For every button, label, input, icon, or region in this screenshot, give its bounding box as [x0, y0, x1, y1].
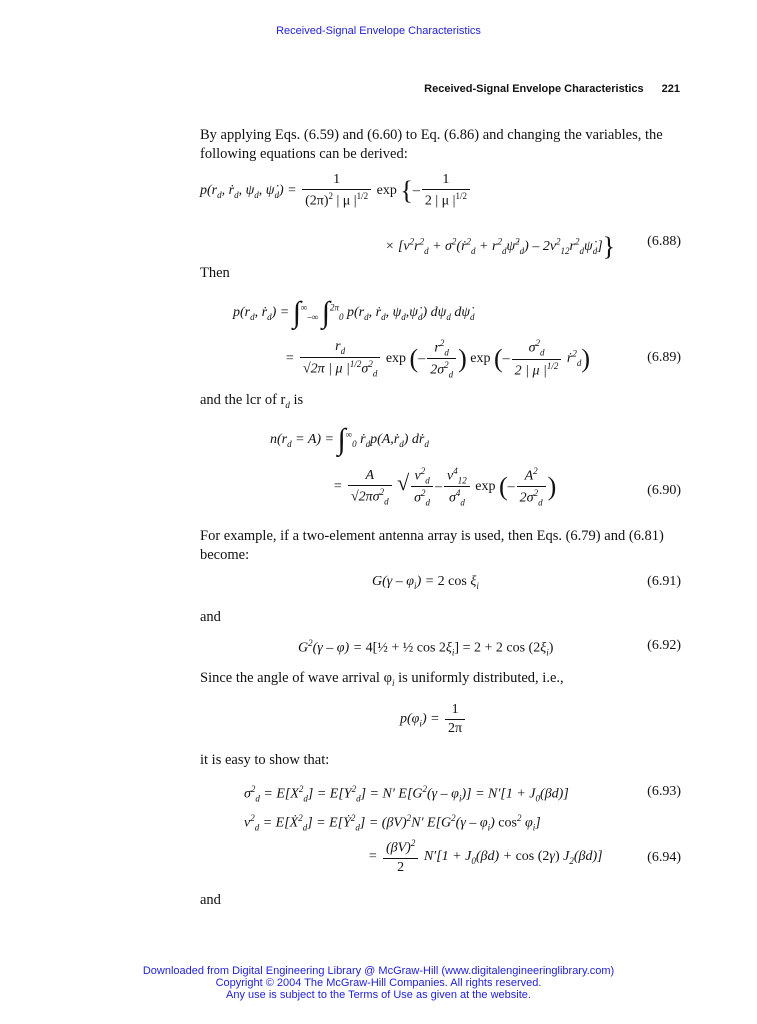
lcr-tail: is [289, 392, 304, 408]
running-head-title: Received-Signal Envelope Characteristics [424, 83, 644, 95]
paragraph-intro: By applying Eqs. (6.59) and (6.60) to Eq. (6.86) and changing the variables, the following equations can be derived: [200, 127, 663, 162]
paragraph-and-1: and [200, 609, 221, 625]
paragraph-show: it is easy to show that: [200, 752, 330, 768]
equation-6-91: $G(\gamma - \varphi_i) = 2$ $\cos \xi_i$ [372, 574, 479, 591]
paragraph-and-2: and [200, 892, 221, 908]
equation-6-88-line2: × [$\nu^2r^2_d$ + $\sigma^2(ṙ^2_d$ + $r^2_d\psi̇^2_d$) – $2\nu^2_{12}r^2_d\psi̇_d$]} [385, 232, 616, 261]
footer-download-link[interactable]: Downloaded from Digital Engineering Library @ McGraw-Hill (www.digitalengineeringlibrary.com) [142, 965, 615, 977]
equation-6-90-line2: = $\frac{A}{√2\pi\sigma^2_d}$ √ $\frac{\nu^2_d}{\sigma^2_d}$ – $\frac{\nu^4_{12}}{\sigma^4_d}$ exp (– $\frac{A^2}{2\sigma^2_d}$ ) [333, 466, 557, 508]
equation-number-6-94: (6.94) [647, 850, 681, 865]
equation-6-94-line2: = $\frac{(\beta V)^2}{2}$ $N'[1 + J_0(\beta d) + \cos (2\gamma)$ $J_2(\beta d)$] [368, 838, 603, 875]
footer-copyright: Copyright © 2004 The McGraw-Hill Companies. All rights reserved. [215, 977, 542, 989]
paragraph-lcr [200, 391, 681, 415]
equation-number-6-91: (6.91) [647, 574, 681, 589]
equation-6-92: $G^2(\gamma - \varphi)$ = 4[½ + ½ $\cos 2\xi_i] = 2 + 2$ $\cos (2\xi_i)$ [298, 638, 554, 658]
paragraph-angle [200, 669, 681, 693]
equation-6-93: $\sigma^2_d = E[X^2_d] = E[Y^2_d] = N'$ $E[G^2(\gamma - \varphi_i)] = N'[1 + J_0(\beta d)]$ [244, 784, 569, 804]
equation-6-89-line2: = $\frac{r_d}{√2\pi | \mu |^{1/2}\sigma^2_d}$ exp (– $\frac{r^2_d}{2\sigma^2_d}$ ) exp (– $\frac{\sigma^2_d}{2 | \mu |^{1/2}}$ ṙ$^2_d$) [285, 338, 591, 380]
top-banner-link[interactable]: Received-Signal Envelope Characteristics [276, 25, 481, 37]
running-head [200, 83, 680, 95]
equation-6-89-line1: $p(r_d$, ṙ$_d$) = $\int^\infty_{-\infty}$ ∫$^{2\pi}_0$ $p(r_d$, ṙ$_d$, $\psi_d,\psi̇_d$) $d\psi_d$ $d\psi̇_d$ [233, 296, 475, 329]
equation-uniform-pdf: $p(\varphi_i)$ = $\frac{1}{2\pi}$ [400, 702, 467, 737]
equation-number-6-93: (6.93) [647, 784, 681, 799]
page-number: 221 [661, 83, 680, 95]
equation-number-6-92: (6.92) [647, 638, 681, 653]
paragraph-then: Then [200, 265, 230, 281]
equation-number-6-90: (6.90) [647, 483, 681, 498]
equation-number-6-89: (6.89) [647, 350, 681, 365]
angle-text: Since the angle of wave arrival φ [200, 670, 392, 686]
lcr-text: and the lcr of r [200, 392, 286, 408]
equation-number-6-88: (6.88) [647, 234, 681, 249]
equation-6-88-line1: $p(r_d$, ṙ$_d$, $\psi_d$, $\psi̇_d$) = $\frac{1}{(2\pi)^2 | \mu |^{1/2}}$ exp {– $\frac{1}{2 | \mu |^{1/2}}$ [200, 172, 472, 210]
paragraph-example: For example, if a two-element antenna array is used, then Eqs. (6.79) and (6.81) become: [200, 528, 664, 563]
lcr-sub: d [285, 399, 290, 410]
angle-sub: i [391, 677, 395, 688]
footer-terms-link[interactable]: Any use is subject to the Terms of Use as given at the website. [226, 989, 531, 1001]
angle-tail: is uniformly distributed, i.e., [394, 670, 564, 686]
equation-6-94-line1: $\nu^2_d$ = E[Ẋ$^2_d$] = E[Ẏ$^2_d$] = $(\beta V)^2N'$ $E[G^2(\gamma - \varphi_i)$ $\cos^2 \varphi_i$] [244, 813, 541, 833]
equation-6-90-line1: $n(r_d = A) = \int^\infty_0$ ṙ$_d$p(A,ṙ$_d$) dṙ$_d$ [270, 423, 429, 456]
